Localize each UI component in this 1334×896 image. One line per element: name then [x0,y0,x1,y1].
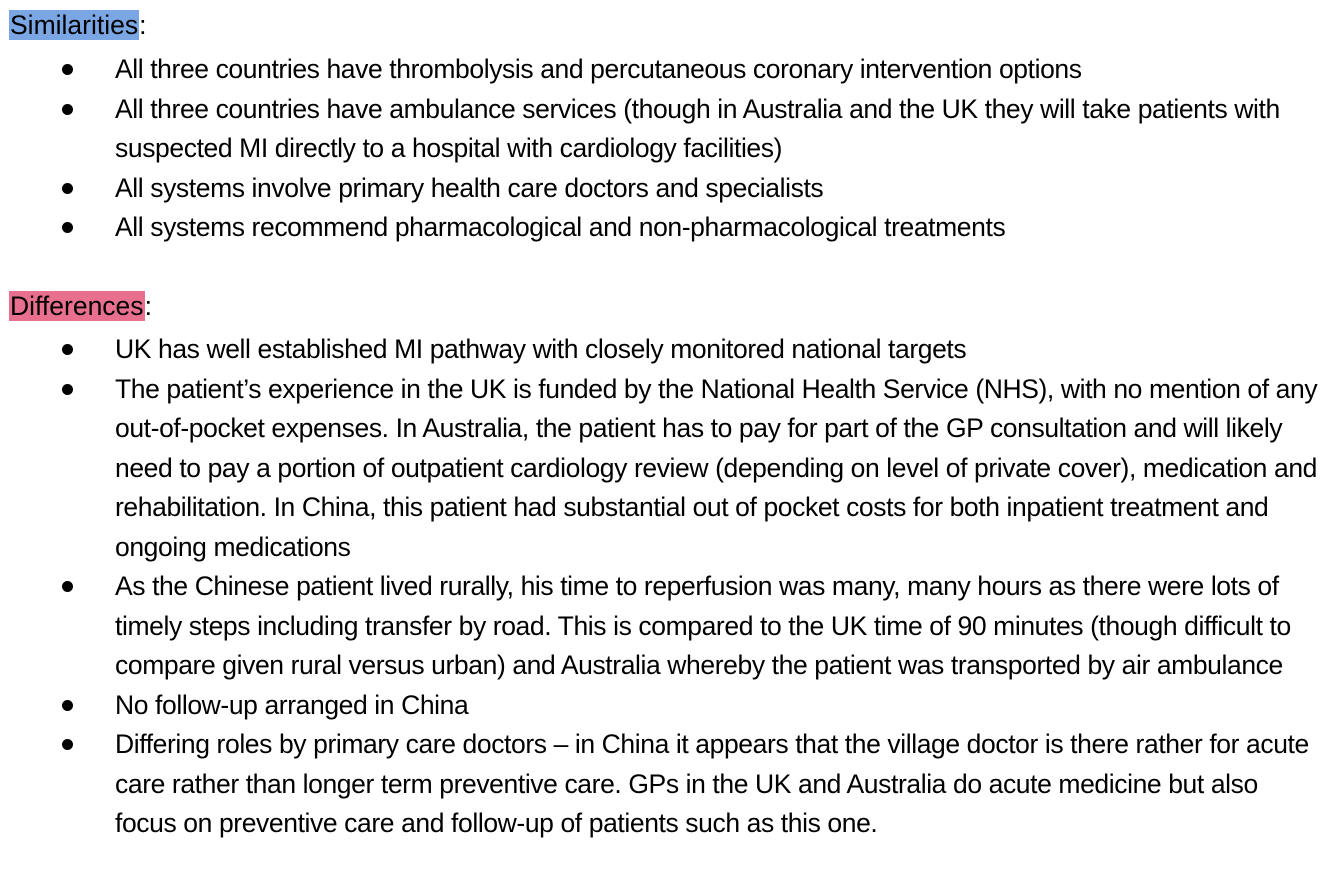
list-item-text: Differing roles by primary care doctors – in China it appears that the village doctor is there rather for acute care rather than longer term preventive care. GPs in the UK and Australia do acute medicine but also focus on preventive care and follow-up of patients such as this one. [115,729,1309,838]
bullet-icon [62,344,73,355]
list-item-text: All systems involve primary health care doctors and specialists [115,172,824,203]
similarities-heading [9,9,146,41]
list-item [0,50,1325,90]
differences-heading-colon: : [144,291,152,321]
list-item [0,567,1325,686]
list-item-text: The patient’s experience in the UK is funded by the National Health Service (NHS), with no mention of any out-of-pocket expenses. In Australia, the patient has to pay for part of the GP consultation and will likely need to pay a portion of outpatient cardiology review (depending on level of private cover), medication and rehabilitation. In China, this patient had substantial out of pocket costs for both inpatient treatment and ongoing medications [115,373,1318,562]
list-item [0,725,1325,844]
similarities-heading-colon: : [139,10,147,40]
differences-heading-text: Differences [10,291,144,321]
similarities-heading-text: Similarities [10,10,139,40]
bullet-icon [62,739,73,750]
bullet-icon [62,581,73,592]
differences-heading-highlight [9,291,145,321]
bullet-icon [62,64,73,75]
list-item-text: All three countries have ambulance services (though in Australia and the UK they will take patients with suspected MI directly to a hospital with cardiology facilities) [115,93,1280,163]
differences-heading [9,290,152,322]
list-item [0,90,1325,169]
list-item [0,370,1325,568]
similarities-list [0,50,1334,248]
list-item [0,330,1325,370]
list-item-text: No follow-up arranged in China [115,689,469,720]
differences-list [0,330,1334,844]
list-item-text: UK has well established MI pathway with closely monitored national targets [115,334,967,364]
list-item-text: As the Chinese patient lived rurally, his time to reperfusion was many, many hours as there were lots of timely steps including transfer by road. This is compared to the UK time of 90 minutes (though difficult to compare given rural versus urban) and Australia whereby the patient was transported by air ambulance [115,571,1291,680]
list-item [0,686,1325,726]
list-item [0,169,1325,209]
list-item-text: All three countries have thrombolysis and percutaneous coronary intervention options [115,54,1082,84]
bullet-icon [62,104,73,115]
list-item [0,208,1325,248]
similarities-heading-highlight [9,10,139,40]
bullet-icon [62,700,73,711]
bullet-icon [62,183,73,194]
bullet-icon [62,222,73,233]
bullet-icon [62,384,73,395]
list-item-text: All systems recommend pharmacological and non-pharmacological treatments [115,212,1006,242]
